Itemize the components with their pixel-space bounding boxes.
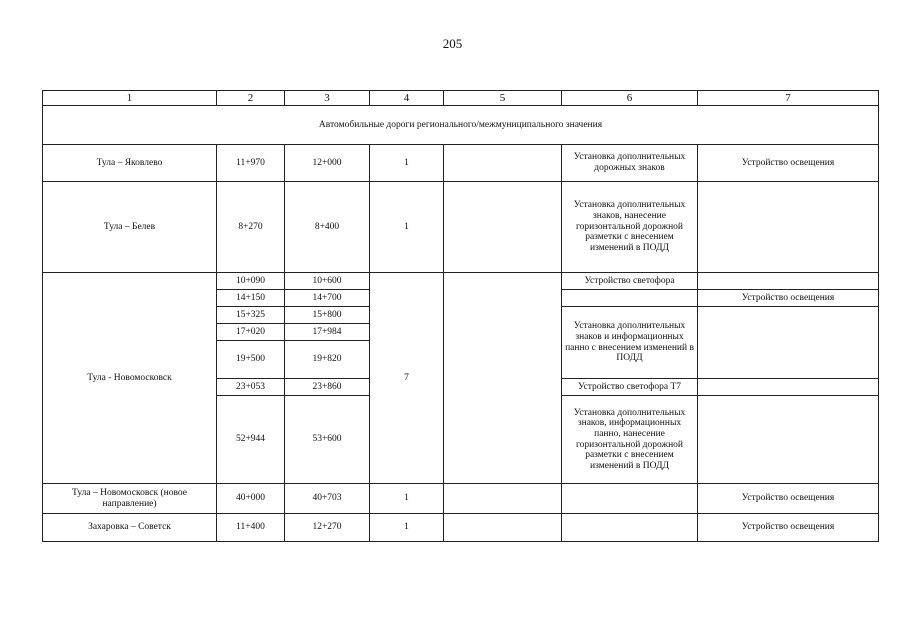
km-end: 19+820 bbox=[285, 341, 370, 379]
col7-measure: Устройство освещения bbox=[698, 484, 879, 514]
column-number: 1 bbox=[43, 91, 217, 106]
km-start: 11+400 bbox=[217, 514, 285, 542]
road-name: Захаровка – Советск bbox=[43, 514, 217, 542]
col4-value: 1 bbox=[370, 182, 444, 273]
page-number: 205 bbox=[442, 36, 463, 51]
col5-value bbox=[444, 484, 562, 514]
column-number: 4 bbox=[370, 91, 444, 106]
km-start: 14+150 bbox=[217, 290, 285, 307]
col6-measure: Установка дополнительных дорожных знаков bbox=[562, 145, 698, 182]
col4-value: 1 bbox=[370, 514, 444, 542]
col6-measure bbox=[562, 484, 698, 514]
col6-measure: Установка дополнительных знаков и информационных панно с внесением изменений в ПОДД bbox=[562, 307, 698, 379]
roads-table bbox=[42, 90, 879, 542]
column-number: 5 bbox=[444, 91, 562, 106]
km-start: 52+944 bbox=[217, 396, 285, 484]
col7-measure bbox=[698, 396, 879, 484]
column-number-row bbox=[43, 91, 879, 106]
road-name: Тула – Белев bbox=[43, 182, 217, 273]
km-end: 10+600 bbox=[285, 273, 370, 290]
col6-measure: Устройство светофора Т7 bbox=[562, 379, 698, 396]
section-title: Автомобильные дороги регионального/межмуниципального значения bbox=[43, 106, 879, 145]
column-number: 7 bbox=[698, 91, 879, 106]
km-start: 10+090 bbox=[217, 273, 285, 290]
km-end: 40+703 bbox=[285, 484, 370, 514]
col5-value bbox=[444, 145, 562, 182]
road-name: Тула - Новомосковск bbox=[43, 273, 217, 484]
col5-value bbox=[444, 273, 562, 484]
col7-measure bbox=[698, 273, 879, 290]
road-name: Тула – Яковлево bbox=[43, 145, 217, 182]
section-row bbox=[43, 106, 879, 145]
col6-measure bbox=[562, 290, 698, 307]
km-end: 12+000 bbox=[285, 145, 370, 182]
km-start: 40+000 bbox=[217, 484, 285, 514]
column-number: 6 bbox=[562, 91, 698, 106]
col6-measure bbox=[562, 514, 698, 542]
col7-measure bbox=[698, 182, 879, 273]
col5-value bbox=[444, 514, 562, 542]
km-start: 8+270 bbox=[217, 182, 285, 273]
km-start: 23+053 bbox=[217, 379, 285, 396]
km-end: 15+800 bbox=[285, 307, 370, 324]
km-start: 15+325 bbox=[217, 307, 285, 324]
table-row bbox=[43, 484, 879, 514]
column-number: 2 bbox=[217, 91, 285, 106]
col6-measure: Установка дополнительных знаков, информационных панно, нанесение горизонтальной дорожной разметки с внесением изменений в ПОДД bbox=[562, 396, 698, 484]
km-start: 11+970 bbox=[217, 145, 285, 182]
col7-measure: Устройство освещения bbox=[698, 290, 879, 307]
col5-value bbox=[444, 182, 562, 273]
col7-measure bbox=[698, 379, 879, 396]
km-end: 8+400 bbox=[285, 182, 370, 273]
table-row bbox=[43, 145, 879, 182]
km-end: 12+270 bbox=[285, 514, 370, 542]
col6-measure: Установка дополнительных знаков, нанесение горизонтальной дорожной разметки с внесением изменений в ПОДД bbox=[562, 182, 698, 273]
col4-value: 1 bbox=[370, 484, 444, 514]
km-end: 53+600 bbox=[285, 396, 370, 484]
road-name: Тула – Новомосковск (новое направление) bbox=[43, 484, 217, 514]
table-row bbox=[43, 514, 879, 542]
table-row bbox=[43, 182, 879, 273]
col6-measure: Устройство светофора bbox=[562, 273, 698, 290]
col7-measure: Устройство освещения bbox=[698, 145, 879, 182]
km-start: 17+020 bbox=[217, 324, 285, 341]
column-number: 3 bbox=[285, 91, 370, 106]
col7-measure: Устройство освещения bbox=[698, 514, 879, 542]
km-end: 23+860 bbox=[285, 379, 370, 396]
km-start: 19+500 bbox=[217, 341, 285, 379]
col7-measure bbox=[698, 307, 879, 379]
col4-value: 7 bbox=[370, 273, 444, 484]
table-row bbox=[43, 273, 879, 290]
km-end: 14+700 bbox=[285, 290, 370, 307]
km-end: 17+984 bbox=[285, 324, 370, 341]
col4-value: 1 bbox=[370, 145, 444, 182]
